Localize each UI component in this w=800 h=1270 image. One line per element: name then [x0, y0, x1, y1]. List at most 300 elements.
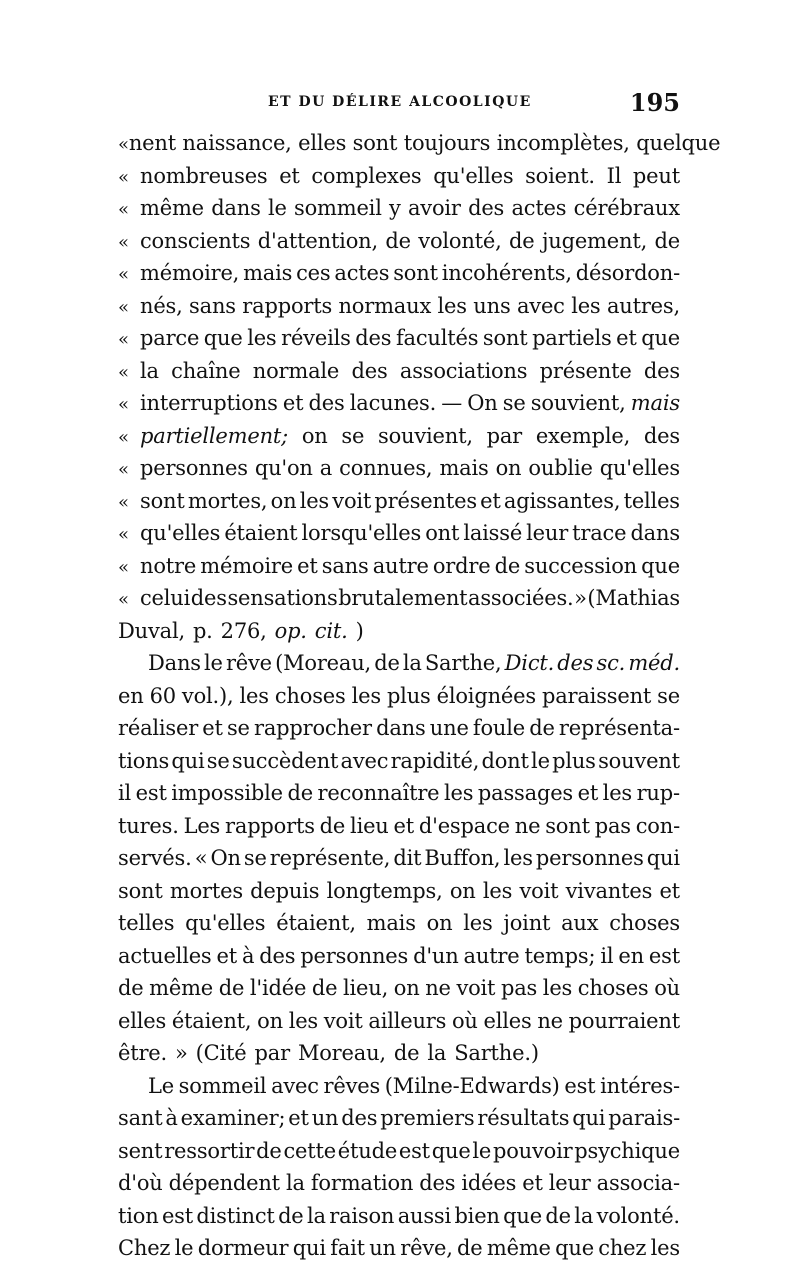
word: foule	[472, 716, 525, 740]
word: partiellement;	[140, 423, 289, 448]
quote-mark: «	[118, 231, 129, 253]
word: On	[467, 391, 498, 415]
word: Dans	[148, 651, 201, 675]
word: longtemps,	[326, 878, 443, 903]
quote-mark: «	[118, 459, 129, 480]
word: les	[299, 488, 330, 513]
text-line	[118, 517, 680, 550]
word: intéres-	[600, 1073, 680, 1098]
line-content	[140, 485, 680, 518]
word: représenta-	[558, 716, 680, 740]
word: lieu,	[343, 976, 389, 1000]
word: le	[174, 1236, 194, 1260]
word: mais	[630, 391, 680, 415]
page-number: 195	[629, 88, 680, 117]
word: de	[311, 976, 338, 1000]
word: est	[135, 781, 167, 805]
word: désordon-	[575, 261, 680, 285]
word: même	[140, 196, 204, 220]
word: les	[437, 293, 467, 318]
word: parais-	[608, 1106, 680, 1130]
text-line	[118, 745, 680, 778]
word: est	[398, 1138, 430, 1163]
word: que	[641, 553, 680, 578]
word: elles	[118, 1008, 167, 1033]
word: des	[557, 651, 594, 675]
word: et	[659, 878, 680, 903]
line-content	[148, 647, 680, 680]
line-content	[118, 972, 680, 1005]
word: y	[389, 196, 401, 220]
word: connues,	[339, 456, 433, 480]
word: chaîne	[171, 358, 241, 383]
word: des	[419, 1171, 456, 1195]
word: où	[451, 1008, 478, 1033]
text-line	[118, 647, 680, 680]
word: en	[118, 683, 144, 708]
word: même	[149, 976, 214, 1000]
word: et	[216, 943, 237, 968]
word: présente	[539, 358, 632, 383]
word: leur	[548, 1171, 591, 1195]
word: même	[486, 1236, 551, 1260]
word: que	[555, 1236, 594, 1260]
word: tions	[118, 748, 170, 773]
word: parce	[140, 326, 200, 350]
word: Chez	[118, 1236, 171, 1260]
word: d'attention,	[257, 228, 378, 253]
word: sc.	[596, 651, 626, 675]
word: les	[650, 1236, 680, 1260]
word: et	[279, 163, 300, 188]
word: étaient	[224, 521, 298, 545]
quote-mark: «	[118, 589, 129, 610]
word: que	[203, 326, 243, 350]
word: on	[257, 1008, 283, 1033]
word: avec	[271, 1073, 319, 1098]
word: et	[202, 716, 223, 740]
word: interruptions	[140, 391, 278, 415]
word: normaux	[338, 293, 432, 318]
word: présentes	[374, 488, 477, 513]
word: jugement,	[541, 228, 648, 253]
quote-mark: «	[118, 329, 129, 350]
word: mortes,	[187, 488, 268, 513]
word: d'où	[118, 1171, 163, 1195]
word: mémoire,	[140, 261, 240, 285]
word: fait	[330, 1236, 365, 1260]
word: choses	[609, 911, 680, 935]
line-content	[140, 387, 680, 420]
word: examiner;	[180, 1106, 286, 1130]
word: réaliser	[118, 716, 199, 740]
word: souvent	[598, 748, 680, 773]
word: autre	[463, 943, 520, 968]
word: le	[204, 651, 223, 675]
word: ont	[425, 521, 460, 545]
word: succession	[524, 553, 637, 578]
word: lieu	[350, 813, 389, 838]
word: tion	[118, 1203, 159, 1228]
word: sont	[118, 878, 163, 903]
word: étude	[337, 1138, 398, 1163]
word: plus	[386, 683, 431, 708]
word: Duval,	[118, 618, 185, 643]
word: cérébraux	[573, 196, 680, 220]
word: de	[545, 1203, 571, 1228]
word: Moreau,	[297, 1041, 386, 1065]
text-line	[118, 192, 680, 225]
word: sant	[118, 1106, 163, 1130]
text-line	[118, 582, 680, 615]
word: raison	[329, 1203, 395, 1228]
word: dans	[630, 521, 680, 545]
word: passages	[477, 781, 574, 805]
quote-mark: «	[118, 426, 129, 448]
text-line	[118, 160, 680, 193]
word: qu'elles	[140, 521, 221, 545]
word: il	[600, 943, 614, 968]
word: Les	[183, 813, 221, 838]
line-content	[140, 355, 680, 388]
word: volonté,	[418, 228, 502, 253]
word: rapprocher	[254, 716, 372, 740]
word: actes	[511, 196, 567, 220]
word: p.	[192, 618, 213, 643]
line-content	[140, 452, 680, 485]
word: on	[426, 911, 453, 935]
word: aussi	[397, 1203, 452, 1228]
word: à	[165, 1106, 178, 1130]
word: se	[206, 748, 230, 773]
text-line	[118, 810, 680, 843]
word: oublie	[528, 456, 593, 480]
line-content	[140, 582, 680, 615]
word: le	[472, 1138, 492, 1163]
word: être.	[118, 1041, 168, 1065]
word: de	[529, 716, 555, 740]
word: normale	[252, 358, 340, 383]
word: on	[270, 488, 297, 513]
word: (Moreau,	[275, 651, 372, 675]
quote-mark: «	[118, 134, 129, 155]
word: succèdent	[231, 748, 339, 773]
word: les	[463, 911, 493, 935]
word: choses	[274, 683, 346, 708]
word: est	[564, 1073, 596, 1098]
word: d'un	[413, 943, 459, 968]
quote-mark: «	[118, 296, 129, 318]
word: brutalement	[338, 586, 468, 610]
word: actes	[334, 261, 390, 285]
word: rup-	[636, 781, 680, 805]
word: impossible	[171, 781, 283, 805]
word: les	[571, 293, 601, 318]
word: et	[616, 326, 637, 350]
line-content	[118, 1167, 680, 1200]
word: ressortir	[164, 1138, 255, 1163]
word: les	[444, 781, 474, 805]
word: la	[285, 1171, 305, 1195]
word: servés.	[118, 846, 192, 870]
word: de	[654, 228, 680, 253]
word: dans	[211, 196, 261, 220]
word: partiels	[532, 326, 612, 350]
text-line	[118, 777, 680, 810]
quote-mark: «	[118, 264, 129, 285]
word: voit	[519, 878, 559, 903]
text-line	[118, 907, 680, 940]
word: le	[531, 748, 550, 773]
word: de	[319, 813, 346, 838]
line-content	[118, 810, 680, 843]
word: en	[618, 943, 644, 968]
word: celui	[140, 586, 191, 610]
quote-mark: «	[118, 491, 129, 513]
word: la	[140, 358, 159, 383]
word: associations	[399, 358, 528, 383]
text-line	[118, 615, 680, 648]
word: et	[522, 1171, 543, 1195]
word: un	[311, 1106, 339, 1130]
word: rapports	[225, 813, 315, 838]
word: les	[542, 976, 573, 1000]
word: facultés	[395, 326, 479, 350]
word: 276,	[220, 618, 267, 643]
word: sent	[118, 1138, 163, 1163]
word: les	[351, 683, 381, 708]
quote-mark: «	[118, 394, 129, 415]
word: que	[431, 1138, 471, 1163]
word: chez	[598, 1236, 647, 1260]
word: se	[502, 391, 526, 415]
text-line	[118, 1167, 680, 1200]
line-content	[140, 322, 680, 355]
word: de	[393, 1041, 420, 1065]
word: conscients	[140, 228, 251, 253]
word: soient.	[525, 163, 595, 188]
word: une	[429, 716, 469, 740]
word: complexes	[311, 163, 422, 188]
word: joint	[503, 911, 551, 935]
word: qu'elles	[433, 163, 514, 188]
word: associa-	[596, 1171, 680, 1195]
word: qui	[171, 748, 205, 773]
word: sont	[545, 813, 590, 838]
word: rapports	[242, 293, 333, 318]
word: on	[393, 976, 420, 1000]
word: dit	[393, 846, 422, 870]
word: des	[355, 326, 392, 350]
word: ne	[537, 1008, 563, 1033]
line-content	[118, 745, 680, 778]
word: dormeur	[197, 1236, 289, 1260]
body-text	[118, 127, 721, 1265]
word: des	[341, 1106, 378, 1130]
word: 60	[149, 683, 176, 708]
word: bien	[454, 1203, 500, 1228]
word: de	[118, 976, 144, 1000]
word: —	[441, 391, 463, 415]
word: est	[161, 1203, 193, 1228]
word: distinct	[196, 1203, 275, 1228]
word: vivantes	[565, 878, 653, 903]
word: qui	[572, 1106, 606, 1130]
word: mortes	[169, 878, 243, 903]
word: voit	[323, 1008, 363, 1033]
word: trace	[572, 521, 627, 545]
word: actuelles	[118, 943, 212, 968]
word: de	[374, 651, 400, 675]
word: des	[308, 391, 345, 415]
word: de	[218, 976, 245, 1000]
word: lacunes.	[349, 391, 437, 415]
word: depuis	[250, 878, 320, 903]
text-line	[118, 1037, 680, 1070]
word: rêve,	[400, 1236, 453, 1260]
word: incohérents,	[441, 261, 572, 285]
word: et	[288, 1106, 309, 1130]
word: et	[282, 391, 304, 415]
word: telles	[118, 911, 175, 935]
line-content	[140, 225, 680, 258]
word: se	[226, 716, 250, 740]
word: qui	[292, 1236, 326, 1260]
line-content	[118, 875, 680, 908]
text-line	[118, 940, 680, 973]
text-line	[118, 225, 680, 258]
word: exemple,	[535, 423, 631, 448]
word: »	[175, 1041, 188, 1065]
word: de	[287, 781, 313, 805]
word: par	[486, 423, 523, 448]
word: par	[254, 1041, 290, 1065]
word: op.	[274, 618, 307, 643]
word: sans	[321, 553, 369, 578]
word: des	[351, 358, 388, 383]
word: réveils	[281, 326, 351, 350]
word: un	[369, 1236, 396, 1260]
text-line	[118, 322, 680, 355]
word: psychique	[574, 1138, 680, 1163]
text-line	[118, 257, 680, 290]
word: il	[118, 781, 132, 805]
page-header	[118, 88, 680, 124]
word: est	[648, 943, 680, 968]
word: avec	[340, 748, 389, 773]
word: rêve	[225, 651, 272, 675]
line-content	[140, 192, 680, 225]
word: nés,	[140, 293, 183, 318]
word: les	[239, 683, 269, 708]
text-line	[118, 485, 680, 518]
word: ces	[296, 261, 331, 285]
text-line	[118, 420, 680, 453]
word: de	[509, 228, 535, 253]
word: )	[355, 618, 364, 643]
word: paraissent	[541, 683, 652, 708]
word: telles	[623, 488, 680, 513]
word: On	[210, 846, 241, 870]
word: peut	[632, 163, 680, 188]
word: le	[267, 196, 287, 220]
line-content	[118, 940, 680, 973]
line-content	[118, 680, 680, 713]
text-line	[118, 1200, 680, 1233]
word: pas	[594, 813, 631, 838]
quote-mark: «	[118, 524, 129, 545]
word: de	[385, 228, 411, 253]
word: et	[393, 813, 414, 838]
word: personnes	[140, 456, 248, 480]
text-line	[118, 355, 680, 388]
word: sensations	[227, 586, 338, 610]
word: idées	[461, 1171, 517, 1195]
word: rapidité,	[390, 748, 480, 773]
word: sommeil	[178, 1073, 267, 1098]
line-content	[118, 907, 680, 940]
word: sont	[393, 261, 438, 285]
word: Dict.	[504, 651, 555, 675]
word: mais	[366, 911, 416, 935]
word: premiers	[380, 1106, 475, 1130]
quote-mark: «	[118, 556, 129, 578]
word: uns	[473, 293, 511, 318]
word: »	[574, 586, 587, 610]
line-content	[118, 712, 680, 745]
text-line	[118, 1005, 680, 1038]
line-content	[118, 1037, 680, 1070]
word: la	[427, 1041, 447, 1065]
word: de	[278, 1203, 304, 1228]
word: (Cité	[195, 1041, 247, 1065]
line-content	[118, 615, 680, 648]
word: de	[457, 1236, 483, 1260]
word: (Mathias	[587, 586, 680, 610]
word: choses	[577, 976, 649, 1000]
word: vol.),	[181, 683, 234, 708]
word: sont	[482, 326, 528, 350]
word: à	[241, 943, 255, 968]
word: Sarthe.)	[454, 1041, 539, 1065]
word: autre	[372, 553, 429, 578]
word: personnes	[535, 846, 644, 870]
word: et	[577, 781, 599, 805]
word: avoir	[407, 196, 461, 220]
text-line	[118, 550, 680, 583]
word: «	[194, 846, 208, 870]
text-line	[118, 1070, 680, 1103]
word: lorsqu'elles	[301, 521, 422, 545]
word: de	[494, 553, 521, 578]
word: représente,	[269, 846, 391, 870]
text-line	[118, 452, 680, 485]
line-content	[140, 290, 680, 323]
word: pas	[500, 976, 538, 1000]
word: leur	[526, 521, 569, 545]
word: voit	[456, 976, 496, 1000]
word: et	[480, 488, 501, 513]
line-content	[118, 1232, 680, 1265]
text-line	[118, 875, 680, 908]
word: résultats	[477, 1106, 570, 1130]
word: pouvoir	[492, 1138, 573, 1163]
text-line	[118, 842, 680, 875]
word: des	[643, 358, 680, 383]
line-content	[118, 842, 680, 875]
word: on	[495, 456, 522, 480]
word: aux	[561, 911, 599, 935]
